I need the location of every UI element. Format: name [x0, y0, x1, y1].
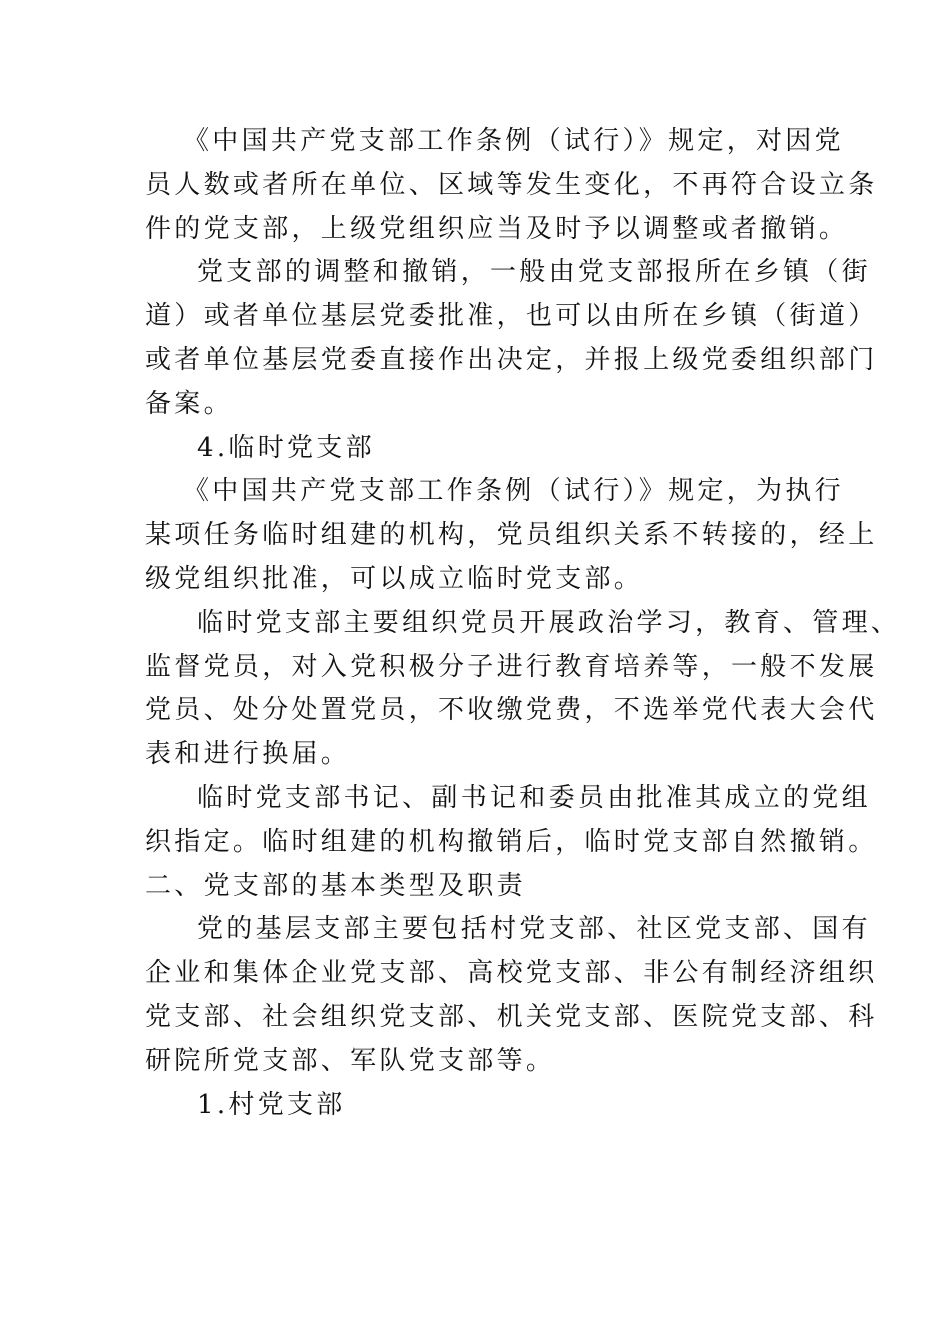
paragraph-branch-types-list: [145, 908, 878, 1083]
heading-village-branch: [145, 1084, 817, 1128]
paragraph-party-branch-adjustment-rule: [145, 120, 878, 251]
text-line: 研院所党支部、军队党支部等。: [145, 1045, 556, 1076]
text-line: 党的基层支部主要包括村党支部、社区党支部、国有: [197, 914, 871, 945]
text-line: 党支部的调整和撤销，一般由党支部报所在乡镇（街: [197, 257, 871, 288]
text-line: 表和进行换届。: [145, 739, 351, 770]
text-line: 临时党支部主要组织党员开展政治学习，教育、管理、: [197, 607, 901, 638]
text-line: 《中国共产党支部工作条例（试行）》规定，为执行: [183, 476, 844, 507]
text-line: 备案。: [145, 388, 233, 419]
text-line: 党支部、社会组织党支部、机关党支部、医院党支部、科: [145, 1001, 878, 1032]
text-line: 某项任务临时组建的机构，党员组织关系不转接的，经上: [145, 520, 878, 551]
paragraph-temporary-branch-duties: [145, 602, 901, 777]
text-line: 员人数或者所在单位、区域等发生变化，不再符合设立条: [145, 169, 878, 200]
text-line: 《中国共产党支部工作条例（试行）》规定，对因党: [183, 126, 844, 156]
text-line: 或者单位基层党委直接作出决定，并报上级党委组织部门: [145, 344, 878, 375]
text-line: 党员、处分处置党员，不收缴党费，不选举党代表大会代: [145, 695, 878, 726]
heading-temporary-branch: [145, 427, 817, 471]
paragraph-adjustment-procedure: [145, 251, 878, 426]
section-heading: 4.临时党支部: [197, 432, 375, 463]
text-line: 织指定。临时组建的机构撤销后，临时党支部自然撤销。: [145, 826, 878, 857]
section-heading: 1.村党支部: [197, 1089, 346, 1120]
text-line: 级党组织批准，可以成立临时党支部。: [145, 563, 644, 594]
paragraph-temporary-branch-rule: [145, 470, 878, 601]
text-line: 道）或者单位基层党委批准，也可以由所在乡镇（街道）: [145, 301, 878, 332]
section-heading: 二、党支部的基本类型及职责: [145, 870, 526, 901]
paragraph-temporary-branch-leadership: [145, 777, 878, 865]
text-line: 企业和集体企业党支部、高校党支部、非公有制经济组织: [145, 958, 878, 989]
text-line: 监督党员，对入党积极分子进行教育培养等，一般不发展: [145, 651, 878, 682]
document-body: [145, 120, 901, 1127]
text-line: 临时党支部书记、副书记和委员由批准其成立的党组: [197, 782, 871, 813]
heading-branch-types: [145, 865, 817, 909]
text-line: 件的党支部，上级党组织应当及时予以调整或者撤销。: [145, 213, 849, 244]
